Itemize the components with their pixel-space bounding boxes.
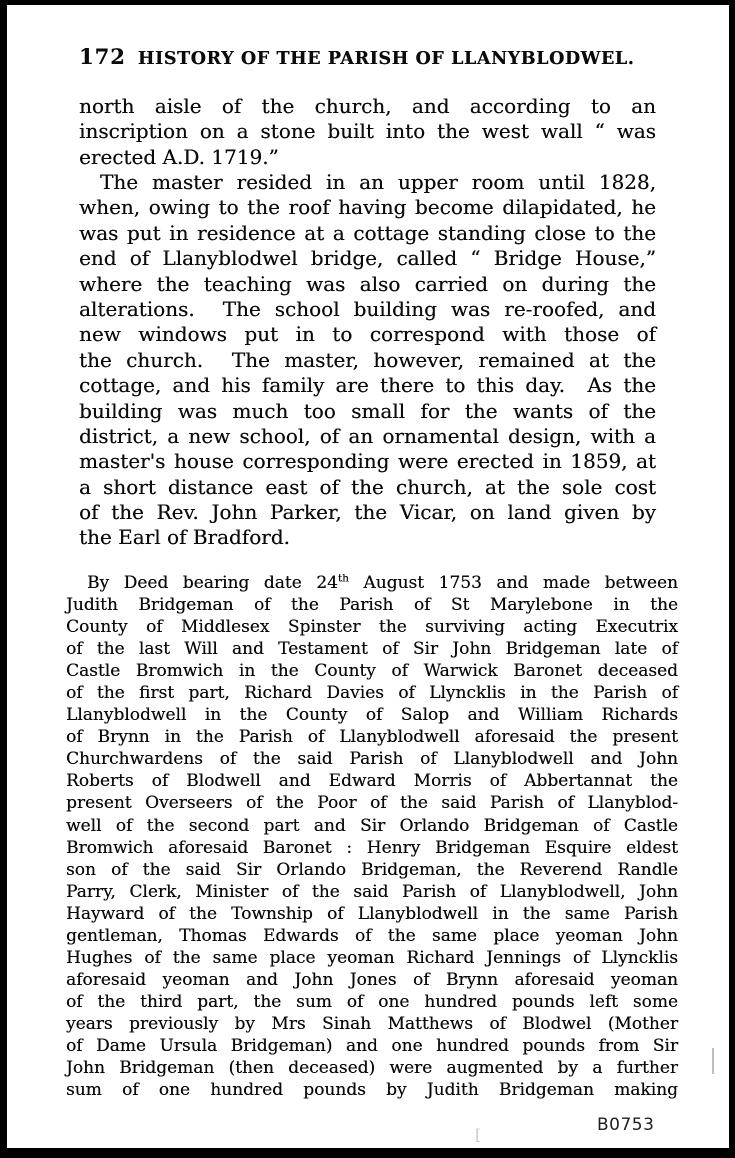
page-number: 172 — [79, 44, 126, 69]
text-line: was put in residence at a cottage standing close to the — [79, 220, 656, 245]
text-line: John Bridgeman (then deceased) were augmented by a further — [66, 1058, 678, 1079]
text-line: Hayward of the Township of Llanyblodwell in the same Parish — [66, 903, 678, 924]
text-line: years previously by Mrs Sinah Matthews of Blodwel (Mother — [66, 1013, 678, 1034]
text-line: of Brynn in the Parish of Llanyblodwell aforesaid the present — [66, 727, 678, 748]
text-line: aforesaid yeoman and John Jones of Brynn aforesaid yeoman — [66, 969, 678, 990]
deed-date-rest: August 1753 and made between — [348, 573, 678, 593]
scan-bracket-artifact: [ — [473, 1126, 483, 1144]
text-line: new windows put in to correspond with those of — [79, 322, 656, 347]
text-line: the church. The master, however, remained at the — [79, 347, 656, 372]
book-page — [7, 5, 729, 1148]
text-line: sum of one hundred pounds by Judith Bridgeman making — [66, 1080, 678, 1101]
text-line: The master resided in an upper room until 1828, — [100, 170, 656, 194]
ordinal-superscript: th — [337, 572, 349, 585]
text-line: present Overseers of the Poor of the said Parish of Llanyblod- — [66, 793, 678, 814]
text-line: Judith Bridgeman of the Parish of St Marylebone in the — [66, 595, 678, 616]
text-line: when, owing to the roof having become dilapidated, he — [79, 195, 656, 220]
text-line: of the first part, Richard Davies of Llyncklis in the Parish of — [66, 683, 678, 704]
deed-lines — [66, 594, 678, 1101]
text-line: Llanyblodwell in the County of Salop and William Richards — [66, 705, 678, 726]
text-line: the Earl of Bradford. — [79, 525, 290, 550]
text-line: well of the second part and Sir Orlando Bridgeman of Castle — [66, 815, 678, 836]
deed-date-text: By Deed bearing date 24 — [87, 573, 338, 593]
text-line: north aisle of the church, and according to an — [79, 94, 656, 118]
text-line: alterations. The school building was re-roofed, and — [79, 296, 656, 321]
deed-paragraph — [66, 572, 678, 1101]
text-line: gentleman, Thomas Edwards of the same place yeoman John — [66, 925, 678, 946]
text-line: of the last Will and Testament of Sir John Bridgeman late of — [66, 639, 678, 660]
deed-first-line — [66, 572, 678, 594]
text-line: of the Rev. John Parker, the Vicar, on land given by — [79, 500, 656, 525]
reference-stamp: B0753 — [597, 1115, 655, 1135]
text-line: master's house corresponding were erected in 1859, at — [79, 449, 656, 474]
text-line: building was much too small for the wants of the — [79, 398, 656, 423]
page-header — [79, 44, 634, 69]
paragraph-opening — [79, 94, 656, 170]
text-line: Hughes of the same place yeoman Richard Jennings of Llyncklis — [66, 947, 678, 968]
running-title: HISTORY OF THE PARISH OF LLANYBLODWEL. — [137, 49, 635, 69]
text-line: Roberts of Blodwell and Edward Morris of Abbertannat the — [66, 771, 678, 792]
scan-line-artifact — [712, 1048, 714, 1074]
text-line: Bromwich aforesaid Baronet : Henry Bridgeman Esquire eldest — [66, 837, 678, 858]
text-line: County of Middlesex Spinster the surviving acting Executrix — [66, 617, 678, 638]
text-line: inscription on a stone built into the west wall “ was — [79, 119, 656, 144]
text-line: end of Llanyblodwel bridge, called “ Bridge House,” — [79, 246, 656, 271]
text-line: where the teaching was also carried on during the — [79, 271, 656, 296]
text-line: erected A.D. 1719.” — [79, 144, 279, 169]
text-line: Parry, Clerk, Minister of the said Parish of Llanyblodwell, John — [66, 881, 678, 902]
text-line: Churchwardens of the said Parish of Llanyblodwell and John — [66, 749, 678, 770]
text-line: of the third part, the sum of one hundred pounds left some — [66, 991, 678, 1012]
text-line: cottage, and his family are there to this day. As the — [79, 373, 656, 398]
text-line: district, a new school, of an ornamental design, with a — [79, 423, 656, 448]
text-line: a short distance east of the church, at the sole cost — [79, 474, 656, 499]
text-line: of Dame Ursula Bridgeman) and one hundred pounds from Sir — [66, 1035, 678, 1056]
text-line: son of the said Sir Orlando Bridgeman, the Reverend Randle — [66, 859, 678, 880]
paragraph-school-history — [79, 170, 656, 551]
text-line: Castle Bromwich in the County of Warwick Baronet deceased — [66, 661, 678, 682]
